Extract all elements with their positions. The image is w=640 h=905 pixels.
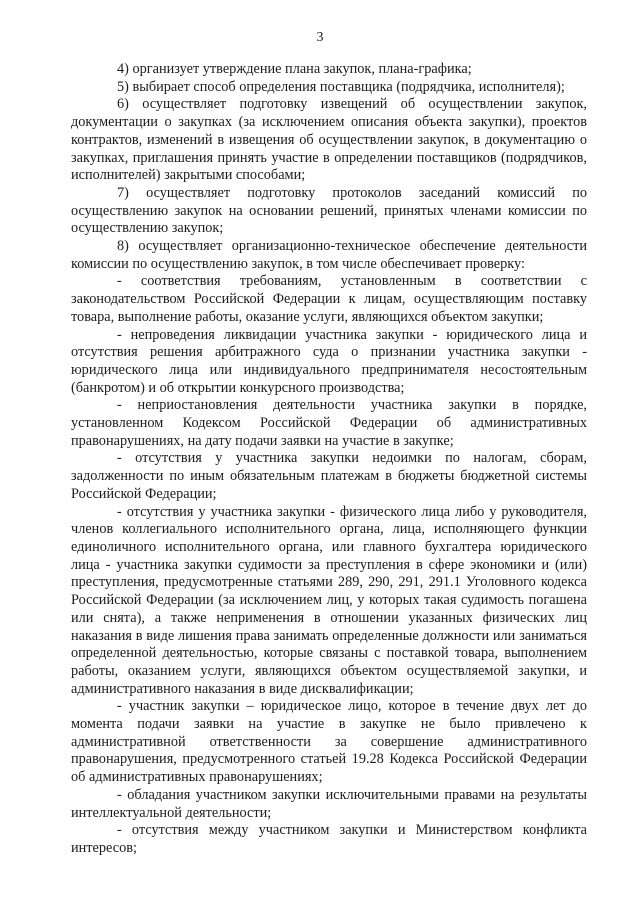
document-body bbox=[71, 61, 587, 858]
paragraph-item-4: 4) организует утверждение плана закупок, плана-графика; bbox=[117, 61, 472, 77]
check-exclusive-rights: - обладания участником закупки исключительными правами на результаты интеллектуальной деятельности; bbox=[71, 786, 587, 821]
paragraph-item-6: 6) осуществляет подготовку извещений об осуществлении закупок, документации о закупках (за исключением описания объекта закупки), проектов контрактов, изменений в извещения об осуществлении закупок, в документацию о закупках, приглашения принять участие в определении поставщиков (подрядчиков, исполнителей) закрытыми способами; bbox=[71, 96, 587, 184]
paragraph-item-5: 5) выбирает способ определения поставщика (подрядчика, исполнителя); bbox=[117, 78, 565, 95]
paragraph-item-8: 8) осуществляет организационно-техническое обеспечение деятельности комиссии по осуществлению закупок, в том числе обеспечивает проверку: bbox=[71, 238, 587, 272]
check-no-suspension: - неприостановления деятельности участника закупки в порядке, установленном Кодексом Российской Федерации об административных правонарушениях, на дату подачи заявки на участие в закупке; bbox=[71, 397, 587, 449]
check-no-liquidation: - непроведения ликвидации участника закупки - юридического лица и отсутствия решения арбитражного суда о признании участника закупки - юридического лица или индивидуального предпринимателя несостоятельным (банкротом) и об открытии конкурсного производства; bbox=[71, 326, 587, 396]
paragraph-item-7: 7) осуществляет подготовку протоколов заседаний комиссий по осуществлению закупок на основании решений, принятых членами комиссии по осуществлению закупок; bbox=[71, 184, 587, 237]
check-requirements-compliance: - соответствия требованиям, установленным в соответствии с законодательством Российской Федерации к лицам, осуществляющим поставку товара, выполнение работы, оказание услуги, являющихся объектом закупки; bbox=[71, 273, 587, 325]
page-number: 3 bbox=[316, 30, 324, 45]
check-no-conflict-of-interest: - отсутствия между участником закупки и Министерством конфликта интересов; bbox=[71, 822, 587, 856]
check-no-administrative-liability: - участник закупки – юридическое лицо, которое в течение двух лет до момента подачи заявки на участие в закупке не было привлечено к административной ответственности за совершение административного правонарушения, предусмотренного статьей 19.28 Кодекса Российской Федерации об административных правонарушениях; bbox=[71, 698, 587, 786]
check-no-tax-arrears: - отсутствия у участника закупки недоимки по налогам, сборам, задолженности по иным обязательным платежам в бюджеты бюджетной системы Российской Федерации; bbox=[71, 450, 587, 502]
check-no-criminal-record: - отсутствия у участника закупки - физического лица либо у руководителя, членов коллегиального исполнительного органа, лица, исполняющего функции единоличного исполнительного органа, или главного бухгалтера юридического лица - участника закупки судимости за преступления в сфере экономики и (или) преступления, предусмотренные статьями 289, 290, 291, 291.1 Уголовного кодекса Российской Федерации (за исключением лиц, у которых такая судимость погашена или снята), а также неприменения в отношении указанных физических лиц наказания в виде лишения права занимать определенные должности или заниматься определенной деятельностью, которые связаны с поставкой товара, выполнением работы, оказанием услуги, являющихся объектом осуществляемой закупки, и административного наказания в виде дисквалификации; bbox=[71, 503, 587, 697]
